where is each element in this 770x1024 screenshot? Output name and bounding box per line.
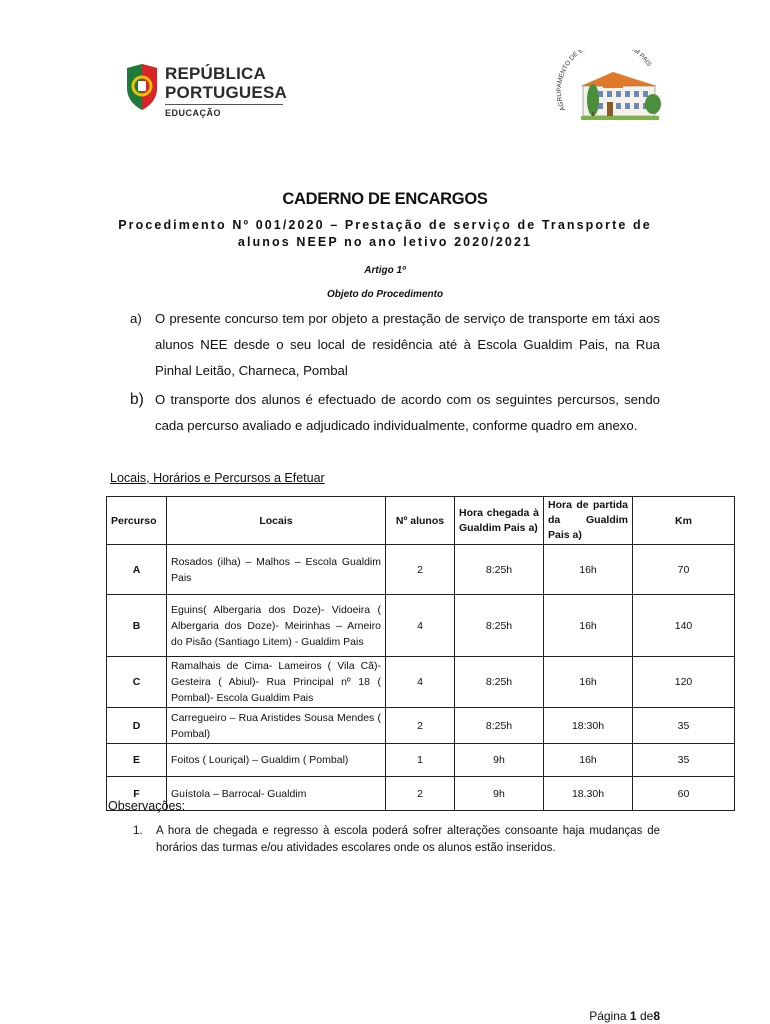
cell-locais: Foitos ( Louriçal) – Gualdim ( Pombal)	[167, 744, 386, 777]
logo-line-2: PORTUGUESA	[165, 83, 287, 102]
page-sep: de	[639, 1009, 654, 1023]
column-header-percurso: Percurso	[107, 497, 167, 545]
logo-line-1: REPÚBLICA	[165, 64, 266, 83]
cell-chegada: 8:25h	[455, 657, 544, 708]
cell-locais: Eguins( Albergaria dos Doze)- Vidoeira ( Albergaria dos Doze)- Meirinhas – Arneiro do Pisão (Santiago Litem) - Gualdim Pais	[167, 595, 386, 657]
cell-partida: 16h	[544, 744, 633, 777]
republica-portuguesa-logo	[123, 60, 293, 122]
page-prefix: Página	[589, 1009, 627, 1023]
article-number: Artigo 1º	[364, 265, 406, 276]
cell-locais: Rosados (ilha) – Malhos – Escola Gualdim Pais	[167, 545, 386, 595]
list-item-text: O transporte dos alunos é efectuado de acordo com os seguintes percursos, sendo cada percurso avaliado e adjudicado individualmente, conforme quadro em anexo.	[155, 392, 660, 433]
cell-chegada: 8:25h	[455, 595, 544, 657]
column-header-chegada: Hora chegada à Gualdim Pais a)	[455, 497, 544, 545]
list-item-label: b)	[130, 391, 144, 408]
table-row	[107, 595, 735, 657]
school-building-emblem-icon	[553, 50, 663, 132]
table-row	[107, 708, 735, 744]
cell-percurso: A	[107, 545, 167, 595]
list-item-a	[130, 306, 660, 384]
logo-line-3: EDUCAÇÃO	[165, 108, 222, 118]
list-item-label: a)	[130, 311, 142, 326]
list-item-b	[130, 387, 660, 439]
column-header-partida: Hora de partida da Gualdim Pais a)	[544, 497, 633, 545]
cell-km: 120	[633, 657, 735, 708]
cell-alunos: 2	[386, 708, 455, 744]
cell-percurso: E	[107, 744, 167, 777]
table-heading: Locais, Horários e Percursos a Efetuar	[110, 471, 325, 485]
cell-chegada: 8:25h	[455, 708, 544, 744]
cell-alunos: 1	[386, 744, 455, 777]
logo-divider	[165, 104, 283, 105]
article-title: Objeto do Procedimento	[326, 289, 444, 300]
observation-number: 1.	[133, 825, 143, 837]
observation-text: A hora de chegada e regresso à escola poderá sofrer alterações consoante haja mudanças de horários das turmas e/ou atividades escolares onde os alunos estão inseridos.	[156, 825, 660, 854]
cell-percurso: F	[107, 777, 167, 811]
page-number	[589, 1009, 660, 1023]
table-header-row	[107, 497, 735, 545]
table-row	[107, 777, 735, 811]
cell-partida: 16h	[544, 545, 633, 595]
cell-percurso: D	[107, 708, 167, 744]
cell-partida: 18:30h	[544, 708, 633, 744]
table-row	[107, 744, 735, 777]
school-emblem-logo	[553, 50, 663, 132]
page-total: 8	[653, 1009, 660, 1023]
document-title: CADERNO DE ENCARGOS	[282, 190, 488, 208]
cell-partida: 18.30h	[544, 777, 633, 811]
cell-partida: 16h	[544, 595, 633, 657]
cell-km: 140	[633, 595, 735, 657]
document-subtitle: Procedimento Nº 001/2020 – Prestação de serviço de Transporte de alunos NEEP no ano letivo 2020/2021	[118, 218, 652, 249]
cell-locais: Ramalhais de Cima- Lameiros ( Vila Cã)-Gesteira ( Abiul)- Rua Principal nº 18 ( Pombal)- Escola Gualdim Pais	[167, 657, 386, 708]
routes-table	[106, 496, 735, 811]
table-row	[107, 657, 735, 708]
table-row	[107, 545, 735, 595]
cell-alunos: 4	[386, 595, 455, 657]
cell-percurso: C	[107, 657, 167, 708]
column-header-km: Km	[633, 497, 735, 545]
cell-chegada: 8:25h	[455, 545, 544, 595]
cell-km: 60	[633, 777, 735, 811]
page-current: 1	[629, 1009, 637, 1023]
column-header-alunos: Nº alunos	[386, 497, 455, 545]
cell-chegada: 9h	[455, 777, 544, 811]
cell-percurso: B	[107, 595, 167, 657]
list-item-text: O presente concurso tem por objeto a prestação de serviço de transporte em táxi aos alunos NEE desde o seu local de residência até à Escola Gualdim Pais, na Rua Pinhal Leitão, Charneca, Pombal	[155, 311, 660, 378]
cell-locais: Guístola – Barrocal- Gualdim	[167, 777, 386, 811]
cell-alunos: 2	[386, 545, 455, 595]
cell-alunos: 4	[386, 657, 455, 708]
cell-locais: Carregueiro – Rua Aristides Sousa Mendes ( Pombal)	[167, 708, 386, 744]
cell-partida: 16h	[544, 657, 633, 708]
portugal-emblem-icon	[123, 62, 161, 112]
observation-item	[133, 823, 660, 856]
emblem-arc-text: AGRUPAMENTO DE E M PAIS	[555, 50, 653, 112]
observations-heading: Observações:	[108, 799, 186, 813]
column-header-locais: Locais	[167, 497, 386, 545]
cell-chegada: 9h	[455, 744, 544, 777]
cell-alunos: 2	[386, 777, 455, 811]
cell-km: 70	[633, 545, 735, 595]
cell-km: 35	[633, 708, 735, 744]
cell-km: 35	[633, 744, 735, 777]
